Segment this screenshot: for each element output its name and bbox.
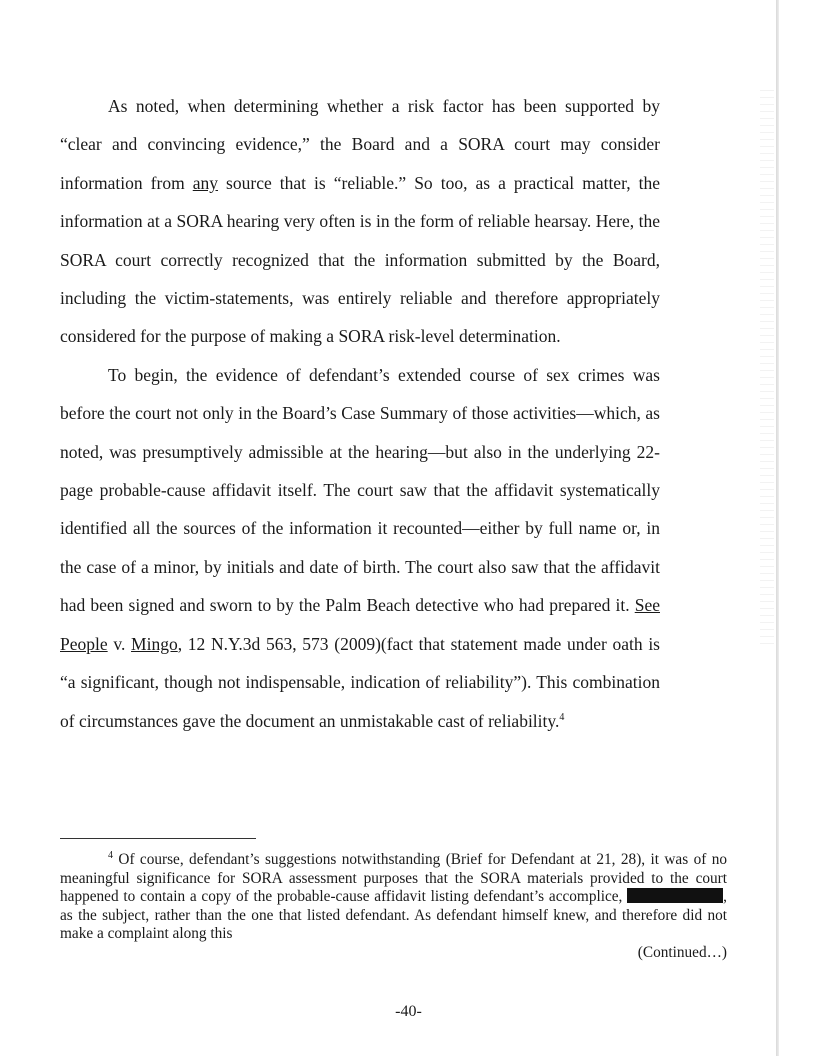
scan-edge — [776, 0, 779, 1056]
footnote-reference: 4 — [559, 711, 565, 723]
case-party-people: People — [60, 633, 108, 654]
citation-signal-see: See — [634, 595, 660, 616]
redaction-block — [627, 888, 723, 903]
case-citation: , 12 N.Y.3d 563, 573 (2009)(fact that statement made under oath is “a significant, though not indispensable, indication of reliability”). This combination of circumstances gave the document an unmistakable cast of reliability. — [60, 633, 660, 731]
case-party-mingo: Mingo — [131, 633, 178, 654]
paragraph-1-text-after: source that is “reliable.” So too, as a practical matter, the information at a SORA hearing very often is in the form of reliable hearsay. Here, the SORA court correctly recognized that the information submitted by the Board, including the victim-statements, was entirely reliable and therefore appropriately considered for the purpose of making a SORA risk-level determination. — [60, 172, 661, 347]
case-v: v. — [107, 633, 132, 654]
scan-artifact — [760, 90, 774, 650]
paragraph-2 — [60, 356, 660, 740]
emphasis-any: any — [192, 172, 219, 193]
footnote-paragraph — [60, 851, 727, 963]
paragraph-1 — [60, 87, 660, 356]
footnote-text-before: Of course, defendant’s suggestions notwithstanding (Brief for Defendant at 21, 28), it was of no meaningful significance for SORA assessment purposes that the SORA materials provided to the court happened to contain a copy of the probable-cause affidavit listing defendant’s accomplice, — [60, 851, 727, 906]
page-number: -40- — [395, 1003, 422, 1020]
footnote-text-after: , as the subject, rather than the one that listed defendant. As defendant himself knew, and therefore did not make a complaint along this — [60, 888, 727, 943]
paragraph-2-text: To begin, the evidence of defendant’s extended course of sex crimes was before the court not only in the Board’s Case Summary of those activities—which, as noted, was presumptively admissible at the hearing—but also in the underlying 22-page probable-cause affidavit itself. The court saw that the affidavit systematically identified all the sources of the information it recounted—either by full name or, in the case of a minor, by initials and date of birth. The court also saw that the affidavit had been signed and sworn to by the Palm Beach detective who had prepared it. — [60, 364, 660, 616]
footnote-divider — [60, 838, 256, 839]
footnote-number: 4 — [108, 849, 113, 861]
footnote-continued: (Continued…) — [637, 943, 727, 961]
body-text — [60, 87, 660, 740]
paragraph-1-text: As noted, when determining whether a risk factor has been supported by “clear and convincing evidence,” the Board and a SORA court may consider information from — [60, 96, 660, 193]
footnote — [60, 851, 727, 963]
